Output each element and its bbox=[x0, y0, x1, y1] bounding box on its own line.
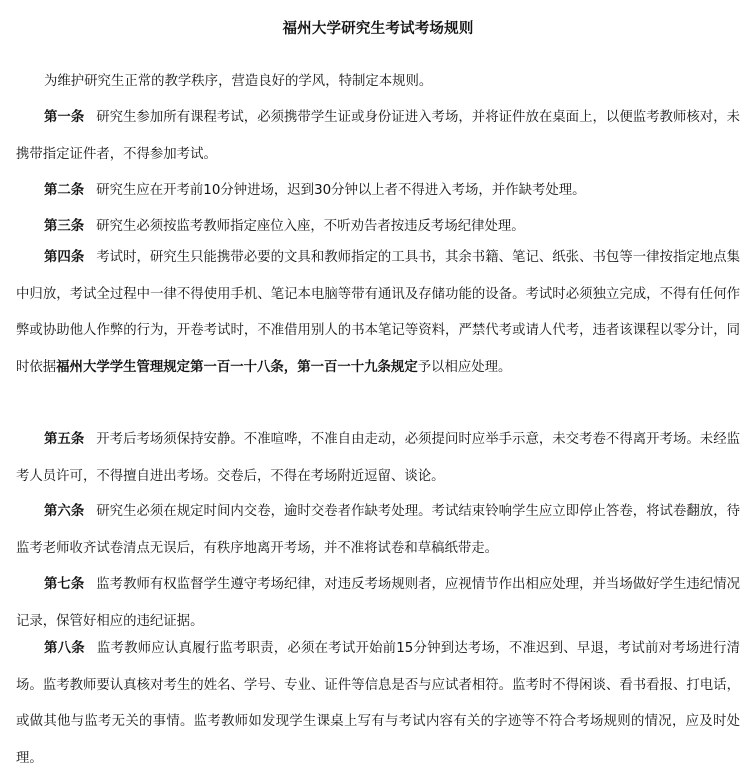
article-1-label: 第一条 bbox=[44, 110, 85, 125]
article-5-text: 开考后考场须保持安静。不准喧哗，不准自由走动，必须提问时应举手示意，未交考卷不得离开考场。未经监考人员许可，不得擅自进出考场。交卷后，不得在考场附近逗留、谈论。 bbox=[16, 432, 741, 484]
article-8-text: 监考教师应认真履行监考职责，必须在考试开始前15分钟到达考场，不准迟到、早退，考试前对考场进行清场。监考教师要认真核对考生的姓名、学号、专业、证件等信息是否与应试者相符。监考时不得闲谈、看书看报、打电话，或做其他与监考无关的事情。监考教师如发现学生课桌上写有与考试内容有关的字迹等不符合考场规则的情况，应及时处理。 bbox=[16, 641, 740, 766]
article-3-label: 第三条 bbox=[44, 219, 85, 234]
article-8 bbox=[16, 631, 740, 777]
article-6-label: 第六条 bbox=[44, 504, 85, 519]
intro-paragraph: 为维护研究生正常的教学秩序，营造良好的学风，特制定本规则。 bbox=[44, 74, 433, 89]
article-4-text: 考试时，研究生只能携带必要的文具和教师指定的工具书，其余书籍、笔记、纸张、书包等一律按指定地点集中归放，考试全过程中一律不得使用手机、笔记本电脑等带有通讯及存储功能的设备。考试时必须独立完成，不得有任何作弊或协助他人作弊的行为，开卷考试时，不准借用别人的书本笔记等资料，严禁代考或请人代考，违者该课程以零分计，同时依据 bbox=[16, 250, 741, 375]
article-5-label: 第五条 bbox=[44, 432, 85, 447]
article-8-label: 第八条 bbox=[44, 641, 85, 656]
article-4-text-after: 予以相应处理。 bbox=[417, 359, 512, 375]
article-6-text: 研究生必须在规定时间内交卷，逾时交卷者作缺考处理。考试结束铃响学生应立即停止答卷，将试卷翻放，待监考老师收齐试卷清点无误后，有秩序地离开考场，并不准将试卷和草稿纸带走。 bbox=[16, 504, 741, 556]
article-1-text: 研究生参加所有课程考试，必须携带学生证或身份证进入考场，并将证件放在桌面上，以便监考教师核对，未携带指定证件者，不得参加考试。 bbox=[16, 110, 741, 162]
document-title: 福州大学研究生考试考场规则 bbox=[282, 21, 474, 37]
article-6 bbox=[16, 494, 740, 567]
article-3-text: 研究生必须按监考教师指定座位入座，不听劝告者按违反考场纪律处理。 bbox=[96, 219, 525, 234]
article-2-text: 研究生应在开考前10分钟进场，迟到30分钟以上者不得进入考场，并作缺考处理。 bbox=[96, 183, 586, 198]
article-7-label: 第七条 bbox=[44, 577, 85, 592]
article-2 bbox=[16, 173, 740, 210]
article-2-label: 第二条 bbox=[44, 183, 85, 198]
article-4 bbox=[16, 240, 740, 386]
article-7-text: 监考教师有权监督学生遵守考场纪律，对违反考场规则者，应视情节作出相应处理，并当场做好学生违纪情况记录，保管好相应的违纪证据。 bbox=[16, 577, 741, 629]
article-7 bbox=[16, 567, 740, 640]
article-4-regulation-reference: 福州大学学生管理规定第一百一十八条，第一百一十九条规定 bbox=[56, 359, 418, 375]
article-1 bbox=[16, 100, 740, 173]
article-4-label: 第四条 bbox=[44, 250, 85, 265]
article-5 bbox=[16, 422, 740, 495]
